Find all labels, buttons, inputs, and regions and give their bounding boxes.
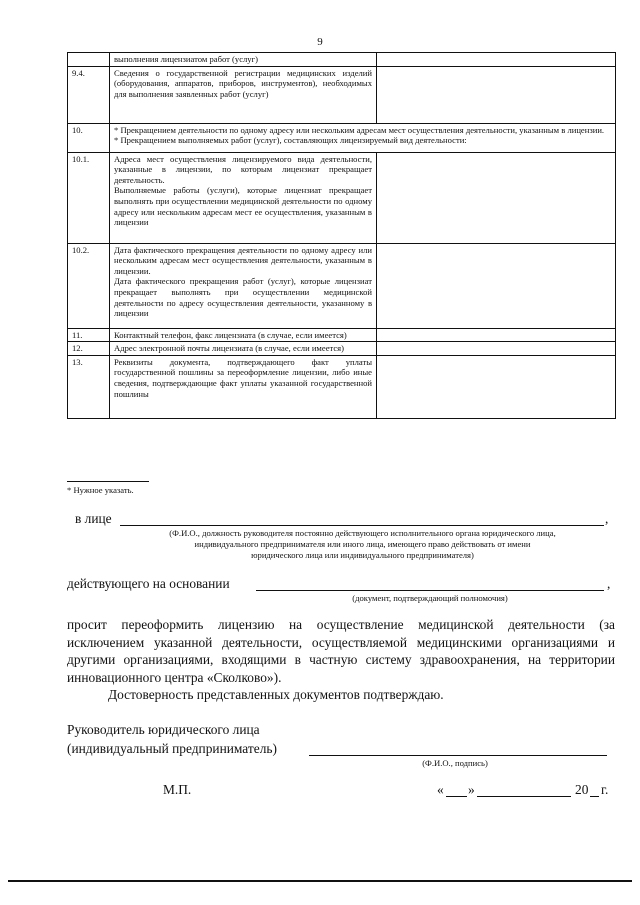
row-number: 10.2. — [68, 243, 110, 328]
acting-basis-comma: , — [607, 576, 611, 591]
request-paragraph — [67, 616, 615, 704]
acting-basis-label: действующего на основании — [67, 576, 230, 591]
row-description — [110, 243, 377, 328]
table-row — [68, 66, 616, 123]
table-row — [68, 355, 616, 418]
footnote: * Нужное указать. — [67, 485, 134, 495]
table-row — [68, 243, 616, 328]
signature-field[interactable] — [309, 741, 607, 756]
in-person-comma: , — [605, 511, 609, 526]
value-cell[interactable] — [377, 243, 616, 328]
row-paragraph: Выполняемые работы (услуги), которые лицензиат прекращает выполнять при осуществлении медицинской деятельности по одному адресу или нескольким адресам мест ее осуществления, указанным в лицензии — [114, 185, 372, 228]
row-paragraph: Дата фактического прекращения работ (услуг), которые лицензиат прекращает выполнять при осуществлении медицинской деятельности по адресу осуществления деятельности, указанному в лицензии — [114, 276, 372, 319]
row-paragraph: Адреса мест осуществления лицензируемого вида деятельности, указанные в лицензии, по которым лицензиат прекращает деятельность. — [114, 153, 372, 185]
row-number: 12. — [68, 342, 110, 356]
row-description: Контактный телефон, факс лицензиата (в случае, если имеется) — [110, 328, 377, 342]
representative-name-field[interactable] — [120, 511, 604, 526]
date-year-field[interactable] — [590, 782, 599, 797]
date-year-suffix: г. — [601, 782, 609, 797]
row-description — [110, 152, 377, 243]
row-paragraph: Дата фактического прекращения деятельности по одному адресу или нескольким адресам мест осуществления деятельности, указанным в лицензии. — [114, 244, 372, 276]
table-row — [68, 152, 616, 243]
table-cell-continued: выполнения лицензиатом работ (услуг) — [110, 53, 377, 67]
date-day-field[interactable] — [446, 782, 467, 797]
signature-hint: (Ф.И.О., подпись) — [422, 758, 488, 768]
acting-basis-hint: (документ, подтверждающий полномочия) — [352, 593, 508, 603]
request-text: просит переоформить лицензию на осуществление медицинской деятельности (за исключением указанной деятельности, осуществляемой медицинскими организациями и другими организациями, входящими в частную систему здравоохранения, на территории инновационного центра «Сколково»). — [67, 617, 615, 685]
table-row — [68, 328, 616, 342]
date-close-quote: » — [468, 782, 475, 797]
signature-label-line2: (индивидуальный предприниматель) — [67, 741, 277, 756]
date-open-quote: « — [437, 782, 444, 797]
row-description — [110, 123, 616, 152]
row-number: 10.1. — [68, 152, 110, 243]
row-description: Сведения о государственной регистрации медицинских изделий (оборудования, аппаратов, приборов, инструментов), необходимых для выполнения заявленных работ (услуг) — [110, 66, 377, 123]
footnote-divider — [67, 481, 149, 482]
table-row — [68, 123, 616, 152]
date-year-prefix: 20 — [575, 782, 589, 797]
value-cell[interactable] — [377, 66, 616, 123]
row-number: 11. — [68, 328, 110, 342]
stamp-label: М.П. — [163, 782, 192, 797]
date-month-field[interactable] — [477, 782, 571, 797]
in-person-label: в лице — [75, 511, 112, 526]
application-table — [67, 52, 616, 419]
bottom-rule — [8, 880, 632, 882]
value-cell[interactable] — [377, 355, 616, 418]
row-number: 13. — [68, 355, 110, 418]
row-number: 9.4. — [68, 66, 110, 123]
value-cell[interactable] — [377, 342, 616, 356]
table-row — [68, 53, 616, 67]
row-number: 10. — [68, 123, 110, 152]
value-cell[interactable] — [377, 152, 616, 243]
signature-label-line1: Руководитель юридического лица — [67, 722, 260, 737]
confirm-text: Достоверность представленных документов подтверждаю. — [108, 687, 444, 702]
row-description: Реквизиты документа, подтверждающего факт уплаты государственной пошлины за переоформление лицензии, либо иные сведения, подтверждающие факт уплаты указанной государственной пошлины — [110, 355, 377, 418]
section-10-line: * Прекращением выполняемых работ (услуг), составляющих лицензируемый вид деятельности: — [114, 135, 467, 146]
table-row — [68, 342, 616, 356]
section-10-line: * Прекращением деятельности по одному адресу или нескольким адресам мест осуществления деятельности, указанным в лицензии. — [114, 124, 605, 135]
authority-document-field[interactable] — [256, 576, 604, 591]
value-cell[interactable] — [377, 53, 616, 67]
row-description: Адрес электронной почты лицензиата (в случае, если имеется) — [110, 342, 377, 356]
in-person-hint: (Ф.И.О., должность руководителя постоянно действующего исполнительного органа юридического лица, индивидуального предпринимателя или иного лица, имеющего право действовать от имени юридического лица или индивидуального предпринимателя) — [169, 528, 556, 560]
page-number: 9 — [317, 36, 323, 48]
value-cell[interactable] — [377, 328, 616, 342]
